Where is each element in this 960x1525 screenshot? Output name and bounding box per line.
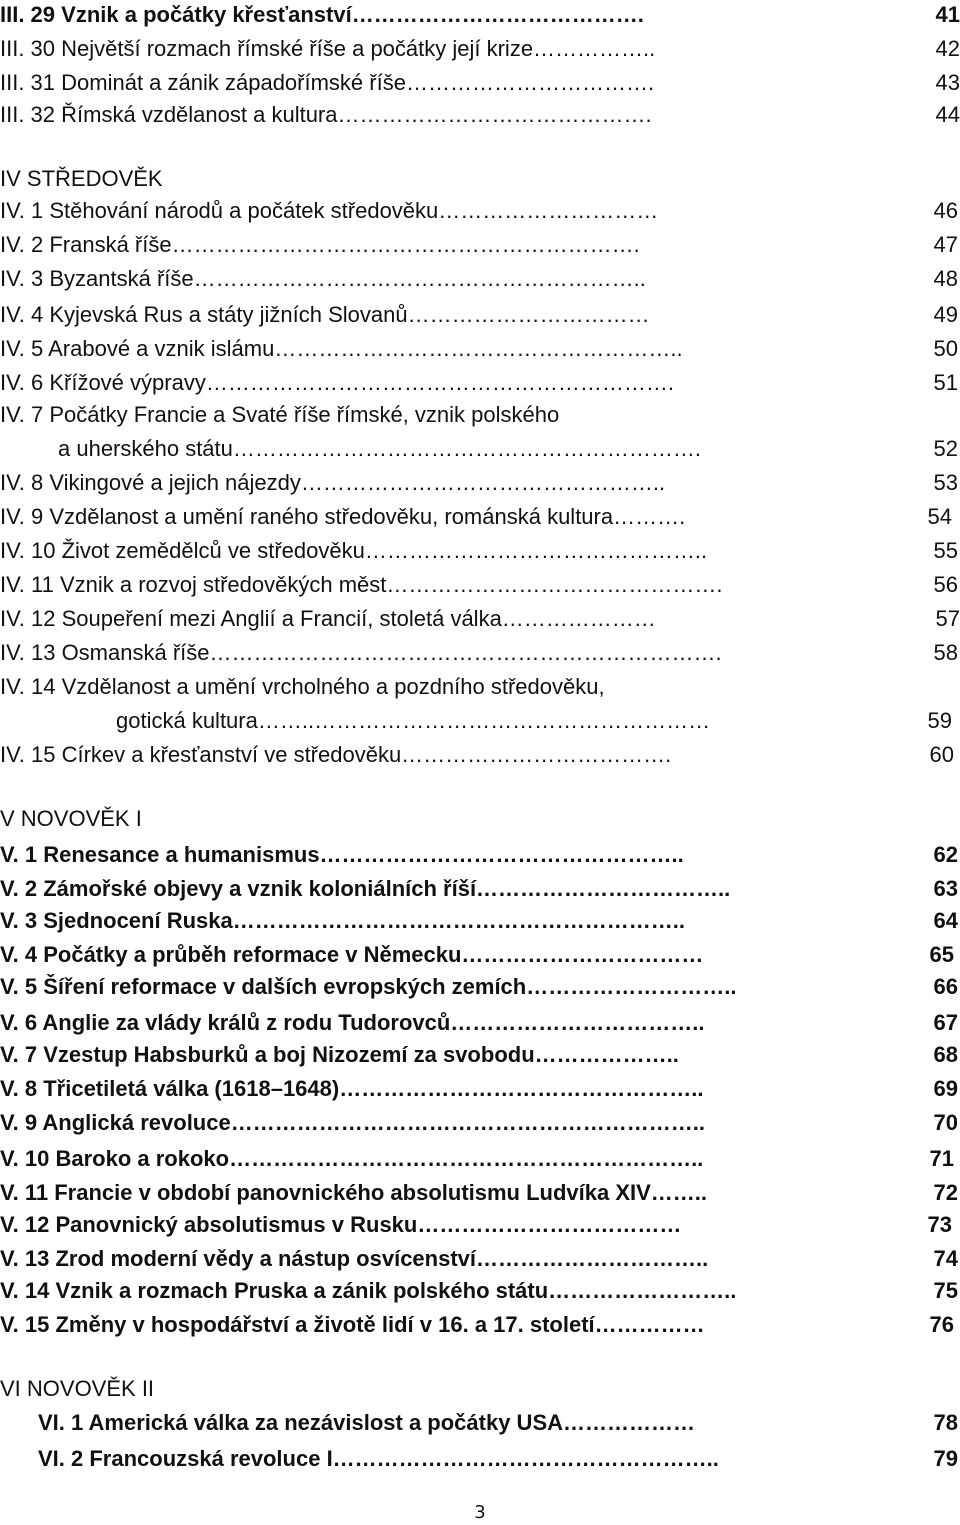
toc-entry-page: 43 [930, 70, 960, 96]
toc-entry-page: 41 [930, 2, 960, 28]
toc-entry-title: V. 4 Počátky a průběh reformace v Německu…………………………… [0, 942, 704, 967]
toc-entry-title: V. 9 Anglická revoluce……………………………………………………….. [0, 1110, 705, 1135]
toc-entry-page: 69 [928, 1076, 958, 1102]
toc-entry-title: IV. 4 Kyjevská Rus a státy jižních Slovanů…………………………… [0, 302, 650, 327]
toc-entry-page: 48 [928, 266, 958, 292]
toc-entry-page: 76 [924, 1312, 954, 1338]
toc-entry-title: III. 31 Dominát a zánik západořímské říše……………………………. [0, 70, 655, 95]
toc-entry-title: V. 11 Francie v období panovnického absolutismu Ludvíka XIV…….. [0, 1180, 708, 1205]
toc-entry-title: III. 29 Vznik a počátky křesťanství…………………………………. [0, 2, 644, 27]
toc-entry-title: V. 1 Renesance a humanismus………………………………………….. [0, 842, 684, 867]
toc-entry-title: IV. 12 Soupeření mezi Anglií a Francií, stoletá válka………………… [0, 606, 656, 631]
toc-entry-page: 44 [930, 102, 960, 128]
toc-entry-page: 55 [928, 538, 958, 564]
page-number: 3 [474, 1502, 486, 1523]
toc-entry-page: 75 [928, 1278, 958, 1304]
section-heading: V NOVOVĚK I [0, 806, 142, 831]
toc-entry-title: III. 32 Římská vzdělanost a kultura……………………………………. [0, 102, 652, 127]
toc-entry-title: IV. 9 Vzdělanost a umění raného středověku, románská kultura………. [0, 504, 686, 529]
toc-entry-title: IV. 8 Vikingové a jejich nájezdy………………………………………….. [0, 470, 666, 495]
toc-entry-page: 46 [928, 198, 958, 224]
toc-entry-title: gotická kultura……..……………………………………………… [116, 708, 711, 733]
toc-entry-page: 65 [924, 942, 954, 968]
toc-entry-title: IV. 11 Vznik a rozvoj středověkých měst………………………………………. [0, 572, 723, 597]
toc-entry-page: 50 [928, 336, 958, 362]
toc-entry-title: V. 10 Baroko a rokoko……………………………………………………….. [0, 1146, 704, 1171]
toc-entry-page: 47 [928, 232, 958, 258]
toc-entry-page: 71 [924, 1146, 954, 1172]
toc-entry-title: IV. 14 Vzdělanost a umění vrcholného a pozdního středověku, [0, 674, 605, 699]
toc-entry-title: V. 14 Vznik a rozmach Pruska a zánik polského státu…………………….. [0, 1278, 737, 1303]
toc-entry-title: V. 13 Zrod moderní vědy a nástup osvícenství………………………….. [0, 1246, 709, 1271]
toc-entry-page: 59 [922, 708, 952, 734]
toc-entry-page: 42 [930, 36, 960, 62]
toc-entry-page: 52 [928, 436, 958, 462]
toc-entry-page: 58 [928, 640, 958, 666]
toc-entry-page: 79 [928, 1446, 958, 1472]
toc-entry-page: 67 [928, 1010, 958, 1036]
toc-entry-title: IV. 13 Osmanská říše……………………………………………………………. [0, 640, 722, 665]
toc-entry-page: 60 [924, 742, 954, 768]
section-heading: VI NOVOVĚK II [0, 1376, 155, 1401]
toc-entry-title: IV. 2 Franská říše………………………………………………………. [0, 232, 640, 257]
toc-entry-title: III. 30 Největší rozmach římské říše a počátky její krize…………….. [0, 36, 656, 61]
toc-entry-page: 74 [928, 1246, 958, 1272]
toc-entry-page: 53 [928, 470, 958, 496]
toc-entry-title: V. 7 Vzestup Habsburků a boj Nizozemí za svobodu……………….. [0, 1042, 679, 1067]
toc-entry-page: 68 [928, 1042, 958, 1068]
toc-entry-title: V. 15 Změny v hospodářství a životě lidí v 16. a 17. století…………… [0, 1312, 705, 1337]
toc-entry-title: VI. 2 Francouzská revoluce I…………………………………………….. [38, 1446, 719, 1471]
toc-entry-title: IV. 7 Počátky Francie a Svaté říše římské, vznik polského [0, 402, 560, 427]
section-heading: IV STŘEDOVĚK [0, 166, 163, 191]
toc-entry-page: 66 [928, 974, 958, 1000]
toc-entry-page: 72 [928, 1180, 958, 1206]
toc-entry-page: 54 [922, 504, 952, 530]
toc-entry-title: V. 2 Zámořské objevy a vznik koloniálních říší…………………………….. [0, 876, 731, 901]
toc-entry-page: 56 [928, 572, 958, 598]
toc-entry-title: IV. 15 Církev a křesťanství ve středověku………………………………. [0, 742, 672, 767]
toc-entry-title: IV. 5 Arabové a vznik islámu……………………………………………….. [0, 336, 683, 361]
toc-entry-page: 73 [922, 1212, 952, 1238]
toc-entry-title: V. 6 Anglie za vlády králů z rodu Tudorovců…………………………….. [0, 1010, 705, 1035]
toc-entry-page: 62 [928, 842, 958, 868]
toc-entry-page: 63 [928, 876, 958, 902]
toc-entry-title: V. 8 Třicetiletá válka (1618–1648)………………………………………….. [0, 1076, 704, 1101]
toc-entry-page: 78 [928, 1410, 958, 1436]
toc-entry-page: 70 [928, 1110, 958, 1136]
toc-entry-page: 64 [928, 908, 958, 934]
toc-entry-title: V. 3 Sjednocení Ruska…………………………………………………….. [0, 908, 685, 933]
toc-entry-title: IV. 10 Život zemědělců ve středověku……………………………………….. [0, 538, 708, 563]
toc-entry-title: VI. 1 Americká válka za nezávislost a počátky USA……………… [38, 1410, 696, 1435]
toc-entry-title: V. 12 Panovnický absolutismus v Rusku……………………………… [0, 1212, 682, 1237]
toc-entry-page: 49 [928, 302, 958, 328]
toc-entry-page: 51 [928, 370, 958, 396]
toc-entry-title: IV. 3 Byzantská říše…………………………………………………….. [0, 266, 646, 291]
toc-entry-title: IV. 1 Stěhování národů a počátek středověku………………………… [0, 198, 659, 223]
toc-entry-page: 57 [930, 606, 960, 632]
toc-entry-title: IV. 6 Křížové výpravy………………………………………………………. [0, 370, 674, 395]
toc-entry-title: a uherského státu………………………………………………………. [58, 436, 702, 461]
toc-entry-title: V. 5 Šíření reformace v dalších evropských zemích……………………….. [0, 974, 737, 999]
